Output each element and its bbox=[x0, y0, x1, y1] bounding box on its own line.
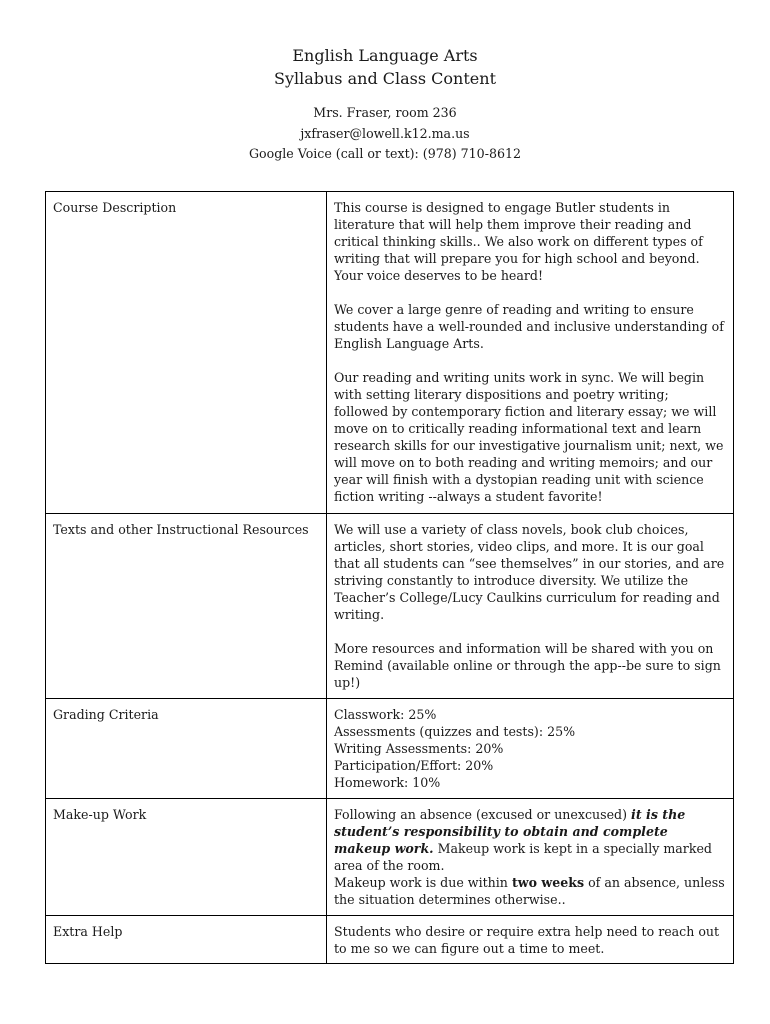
row-label: Extra Help bbox=[46, 916, 327, 964]
title-line-subtitle: Syllabus and Class Content bbox=[273, 69, 496, 88]
table-row-extra-help bbox=[46, 916, 734, 964]
table-row-course-description bbox=[46, 192, 734, 514]
row-label: Course Description bbox=[46, 192, 327, 514]
table-row-makeup-work bbox=[46, 799, 734, 916]
row-content bbox=[327, 514, 734, 699]
paragraph: Our reading and writing units work in sync. We will begin with setting literary dispositions and poetry writing; followed by contemporary fiction and literary essay; we will move on to critically reading informational text and learn research skills for our investigative journalism unit; next, we will move on to both reading and writing memoirs; and our year will finish with a dystopian reading unit with science fiction writing --always a student favorite! bbox=[334, 370, 724, 504]
teacher-phone: Google Voice (call or text): (978) 710-8612 bbox=[248, 146, 521, 161]
row-content bbox=[327, 192, 734, 514]
row-content: Students who desire or require extra help need to reach out to me so we can figure out a time to meet. bbox=[327, 916, 734, 964]
makeup-emphasis: it is the student’s responsibility to obtain and complete makeup work. bbox=[334, 807, 686, 856]
row-content bbox=[327, 699, 734, 799]
teacher-name-room: Mrs. Fraser, room 236 bbox=[313, 105, 457, 120]
makeup-deadline-bold: two weeks bbox=[511, 875, 585, 890]
table-row-texts-resources bbox=[46, 514, 734, 699]
grading-item-homework: Homework: 10% bbox=[334, 775, 441, 790]
teacher-contact bbox=[0, 103, 770, 165]
makeup-deadline bbox=[334, 874, 725, 908]
paragraph: This course is designed to engage Butler students in literature that will help them improve their reading and critical thinking skills.. We also work on different types of writing that will prepare you for high school and beyond. Your voice deserves to be heard! bbox=[334, 200, 703, 283]
grading-item-writing: Writing Assessments: 20% bbox=[334, 741, 504, 756]
document-header bbox=[0, 44, 770, 165]
row-label: Grading Criteria bbox=[46, 699, 327, 799]
paragraph: We cover a large genre of reading and writing to ensure students have a well-rounded and inclusive understanding of English Language Arts. bbox=[334, 302, 724, 351]
makeup-text: of an absence, unless the situation determines otherwise.. bbox=[334, 875, 725, 907]
makeup-text: Makeup work is due within bbox=[334, 875, 512, 890]
makeup-policy bbox=[334, 806, 725, 874]
grading-item-participation: Participation/Effort: 20% bbox=[334, 758, 494, 773]
row-label: Make-up Work bbox=[46, 799, 327, 916]
grading-item-classwork: Classwork: 25% bbox=[334, 707, 437, 722]
teacher-email[interactable]: jxfraser@lowell.k12.ma.us bbox=[300, 125, 470, 141]
makeup-text: Makeup work is kept in a specially marked area of the room. bbox=[334, 841, 712, 873]
page-title bbox=[0, 44, 770, 90]
makeup-text: Following an absence (excused or unexcused) bbox=[334, 807, 632, 822]
title-line-course: English Language Arts bbox=[292, 46, 478, 65]
paragraph: We will use a variety of class novels, book club choices, articles, short stories, video clips, and more. It is our goal that all students can “see themselves” in our stories, and are striving constantly to introduce diversity. We utilize the Teacher’s College/Lucy Caulkins curriculum for reading and writing. bbox=[334, 522, 725, 622]
row-label: Texts and other Instructional Resources bbox=[46, 514, 327, 699]
grading-item-assessments: Assessments (quizzes and tests): 25% bbox=[334, 724, 576, 739]
syllabus-table bbox=[45, 191, 734, 964]
table-row-grading-criteria bbox=[46, 699, 734, 799]
paragraph: More resources and information will be shared with you on Remind (available online or through the app--be sure to sign up!) bbox=[334, 641, 721, 690]
row-content bbox=[327, 799, 734, 916]
